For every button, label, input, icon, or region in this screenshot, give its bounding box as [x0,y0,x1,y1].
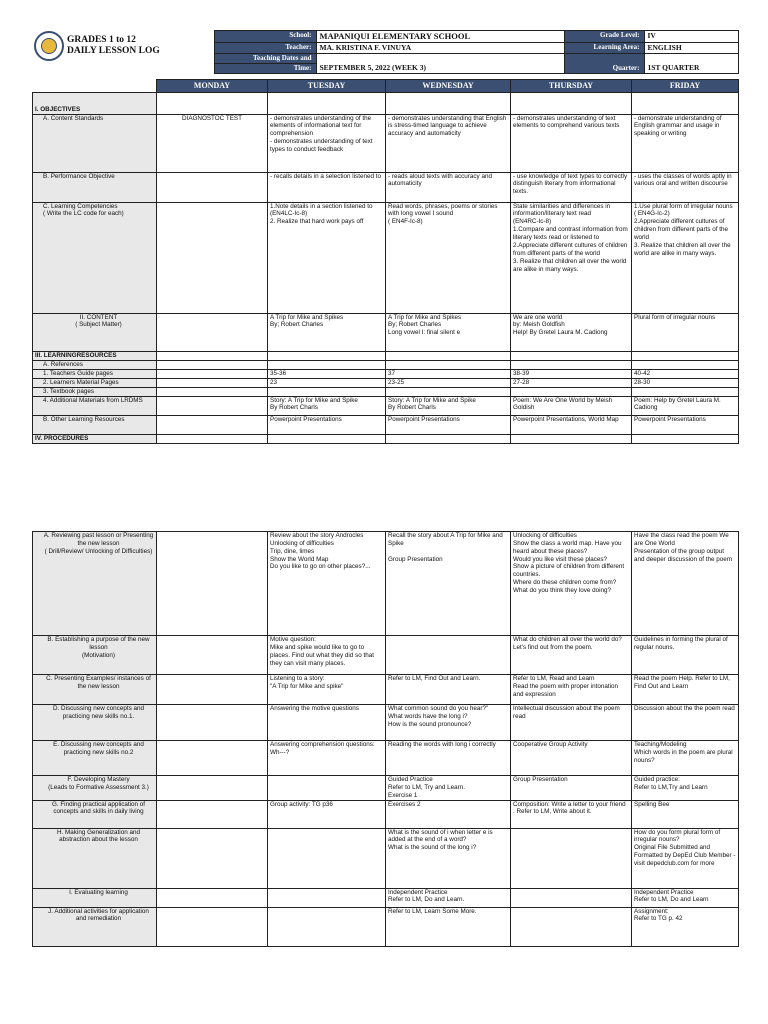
performance-tue: - recalls details in a selection listened to [268,172,386,202]
procedure-row [33,800,739,828]
competencies-wed: Read words, phrases, poems or stories with long vowel I sound ( EN4F-Ic-8) [386,202,511,313]
procedure-tue [268,828,386,888]
teachers-guide-wed: 37 [386,369,511,378]
day-wednesday: WEDNESDAY [386,79,511,92]
other-thu: Powerpoint Presentations, World Map [511,415,632,434]
title-line-2: DAILY LESSON LOG [67,45,160,56]
learners-material-fri: 28-30 [632,378,739,387]
procedure-tue [268,907,386,946]
lesson-log-page-1 [32,30,738,444]
procedure-tue: Review about the story Androcles Unlocking of difficulties Trip, dine, limes Show the World Map Do you like to go on other places?... [268,532,386,636]
competencies-label: C. Learning Competencies ( Write the LC code for each) [33,202,157,313]
procedure-row [33,675,739,705]
content-standards-tue: - demonstrates understanding of the elements of informational text for comprehension - demonstrates understanding of text types to conduct feedback [268,114,386,172]
procedure-wed: Refer to LM, Find Out and Learn. [386,675,511,705]
procedure-fri: Teaching/Modeling Which words in the poem are plural nouns? [632,741,739,776]
content-standards-label: A. Content Standards [33,114,157,172]
procedure-fri: Guidelines in forming the plural of regular nouns. [632,636,739,675]
procedure-tue: Motive question: Mike and spike would like to go to places. Find out what they did so that they can visit many places. [268,636,386,675]
procedure-tue: Listening to a story: "A Trip for Mike and spike" [268,675,386,705]
procedure-mon [157,705,268,741]
references-label: A. References [33,360,157,369]
procedure-label: J. Additional activities for application and remediation [33,907,157,946]
teachers-guide-tue: 35-36 [268,369,386,378]
procedures-table [32,531,739,947]
content-standards-wed: - demonstrates understanding that English is stress-timed language to achieve accuracy and automaticity [386,114,511,172]
procedure-mon [157,800,268,828]
area-value: ENGLISH [644,42,738,53]
content-label: II. CONTENT ( Subject Matter) [33,313,157,351]
additional-thu: Poem: We Are One World by Meish Goldish [511,396,632,415]
content-fri: Plural form of irregular nouns [632,313,739,351]
procedure-mon [157,888,268,907]
day-friday: FRIDAY [632,79,739,92]
grade-value: IV [644,31,738,43]
performance-wed: - reads aloud texts with accuracy and automaticity [386,172,511,202]
procedure-label: A. Reviewing past lesson or Presenting the new lesson ( Drill/Review/ Unlocking of Difficulties) [33,532,157,636]
procedure-fri: Independent Practice Refer to LM, Do and Learn [632,888,739,907]
competencies-fri: 1.Use plural form of irregular nouns ( EN4G-Ic-2) 2.Appreciate different cultures of children from different parts of the world 3. Realize that children all over the world are alike in many ways. [632,202,739,313]
quarter-label: Quarter: [564,53,644,73]
procedure-row [33,828,739,888]
procedure-fri: Read the poem Help. Refer to LM, Find Out and Learn [632,675,739,705]
procedure-thu: Cooperative Group Activity [511,741,632,776]
procedure-tue: Answering comprehension questions: Wh---? [268,741,386,776]
procedure-label: B. Establishing a purpose of the new lesson (Motivation) [33,636,157,675]
procedure-tue: Answering the motive questions [268,705,386,741]
procedure-wed: Reading the words with long i correctly [386,741,511,776]
procedure-row [33,636,739,675]
title-line-1: GRADES 1 to 12 [67,34,136,45]
procedure-wed: What common sound do you hear?" What words have the long i? How is the sound pronounce? [386,705,511,741]
teachers-guide-fri: 40-42 [632,369,739,378]
procedure-label: D. Discussing new concepts and practicing new skills no.1. [33,705,157,741]
other-resources-label: B. Other Learning Resources [33,415,157,434]
deped-seal-icon [34,31,64,61]
procedure-thu [511,907,632,946]
procedure-fri: Assignment: Refer to TG p. 42 [632,907,739,946]
procedure-mon [157,828,268,888]
day-monday: MONDAY [157,79,268,92]
procedure-thu [511,828,632,888]
learners-material-wed: 23-25 [386,378,511,387]
other-fri: Powerpoint Presentations [632,415,739,434]
content-standards-thu: - demonstrates understanding of text elements to comprehend various texts [511,114,632,172]
grade-label: Grade Level: [564,31,644,43]
procedure-label: E. Discussing new concepts and practicing new skills no.2 [33,741,157,776]
procedure-fri: Guided practice: Refer to LM,Try and Learn [632,776,739,801]
procedure-wed: Guided Practice Refer to LM, Try and Learn. Exercise 1 [386,776,511,801]
content-standards-fri: - demonstrate understanding of English grammar and usage in speaking or writing [632,114,739,172]
procedure-wed: Exercises 2 [386,800,511,828]
procedure-thu: What do children all over the world do? Let's find out from the poem. [511,636,632,675]
learners-material-tue: 23 [268,378,386,387]
procedure-tue: Group activity: TG p36 [268,800,386,828]
objectives-heading: I. OBJECTIVES [33,92,157,114]
procedure-fri: Discussion about the the poem read [632,705,739,741]
lesson-log-page-2 [32,531,738,947]
title-block [32,31,214,74]
procedure-tue [268,888,386,907]
procedure-row [33,532,739,636]
procedure-row [33,741,739,776]
procedure-row [33,888,739,907]
procedure-label: F. Developing Mastery (Leads to Formative Assessment 3.) [33,776,157,801]
procedure-thu: Intellectual discussion about the poem read [511,705,632,741]
dates-label [214,53,316,63]
procedure-mon [157,532,268,636]
other-wed: Powerpoint Presentations [386,415,511,434]
teachers-guide-thu: 38-39 [511,369,632,378]
dates-value: SEPTEMBER 5, 2022 (WEEK 3) [316,53,564,73]
day-thursday: THURSDAY [511,79,632,92]
procedure-label: H. Making Generalization and abstraction about the lesson [33,828,157,888]
procedure-wed: Recall the story about A Trip for Mike and Spike Group Presentation [386,532,511,636]
procedure-fri: Have the class read the poem We are One World Presentation of the group output and deeper discussion of the poem [632,532,739,636]
procedure-thu: Refer to LM, Read and Learn Read the poem with proper intonation and expression [511,675,632,705]
header-table [32,30,739,74]
textbook-label: 3. Textbook pages [33,387,157,396]
time-label: Time: [214,63,316,73]
performance-fri: - uses the classes of words aptly in various oral and written discourse [632,172,739,202]
additional-wed: Story: A Trip for Mike and Spike By Robert Charls [386,396,511,415]
content-standards-mon: DIAGNOSTOC TEST [157,114,268,172]
learners-material-label: 2. Learners Material Pages [33,378,157,387]
procedure-fri: How do you form plural form of irregular nouns? Original File Submitted and Formatted by DepEd Club Member - visit depedclub.com for more [632,828,739,888]
procedure-row [33,705,739,741]
procedure-wed: Refer to LM, Learn Some More. [386,907,511,946]
resources-heading: III. LEARNINGRESOURCES [33,351,157,360]
procedure-mon [157,675,268,705]
procedure-fri: Spelling Bee [632,800,739,828]
school-label: School: [214,31,316,43]
dates-label-1: Teaching Dates and [253,53,312,62]
additional-materials-label: 4. Additional Materials from LRDMS [33,396,157,415]
procedure-thu: Group Presentation [511,776,632,801]
document-title [67,35,160,57]
procedure-label: C. Presenting Examples/ instances of the new lesson [33,675,157,705]
day-tuesday: TUESDAY [268,79,386,92]
procedure-row [33,776,739,801]
teachers-guide-label: 1. Teachers Guide pages [33,369,157,378]
performance-label: B. Performance Objective [33,172,157,202]
procedure-label: I. Evaluating learning [33,888,157,907]
quarter-value: 1ST QUARTER [644,53,738,73]
learners-material-thu: 27-28 [511,378,632,387]
procedure-tue [268,776,386,801]
competencies-thu: State similarities and differences in information/literary text read (EN4RC-Ic-8) 1.Compare and contrast information from literary texts read or listened to 2.Appreciate different cultures of children from different parts of the world 3. Realize that children all over the world are alike in many ways. [511,202,632,313]
objectives-table [32,79,739,444]
content-wed: A Trip for Mike and Spikes By; Robert Charles Long vowel I: final silent e [386,313,511,351]
additional-tue: Story: A Trip for Mike and Spike By Robert Charls [268,396,386,415]
procedures-heading: IV. PROCEDURES [33,434,157,443]
teacher-value: MA. KRISTINA F. VINUYA [316,42,564,53]
procedure-mon [157,636,268,675]
content-tue: A Trip for Mike and Spikes By; Robert Charles [268,313,386,351]
content-thu: We are one world by: Meish Goldfish Help! By Gretel Laura M. Cadiong [511,313,632,351]
procedure-mon [157,907,268,946]
procedure-label: G. Finding practical application of concepts and skills in daily living [33,800,157,828]
procedure-thu [511,888,632,907]
performance-thu: - use knowledge of text types to correctly distinguish literary from informational texts. [511,172,632,202]
procedure-thu: Unlocking of difficulties Show the class a world map. Have you heard about these places? Would you like visit these places? Show a picture of children from different countries. Where do these children come from? What do you think they love doing? [511,532,632,636]
teacher-label: Teacher: [214,42,316,53]
competencies-tue: 1.Note details in a section listened to (EN4LC-Ic-8) 2. Realize that hard work pays off [268,202,386,313]
procedure-row [33,907,739,946]
procedure-mon [157,741,268,776]
area-label: Learning Area: [564,42,644,53]
procedure-wed [386,636,511,675]
procedure-thu: Composition: Write a letter to your friend . Refer to LM, Write about it. [511,800,632,828]
corner-cell [33,79,157,92]
procedure-wed: What is the sound of i when letter e is added at the end of a word? What is the sound of the long i? [386,828,511,888]
school-value: MAPANIQUI ELEMENTARY SCHOOL [316,31,564,43]
other-tue: Powerpoint Presentations [268,415,386,434]
procedure-wed: Independent Practice Refer to LM, Do and Learn. [386,888,511,907]
additional-fri: Poem: Help by Gretel Laura M. Cadiong [632,396,739,415]
procedure-mon [157,776,268,801]
